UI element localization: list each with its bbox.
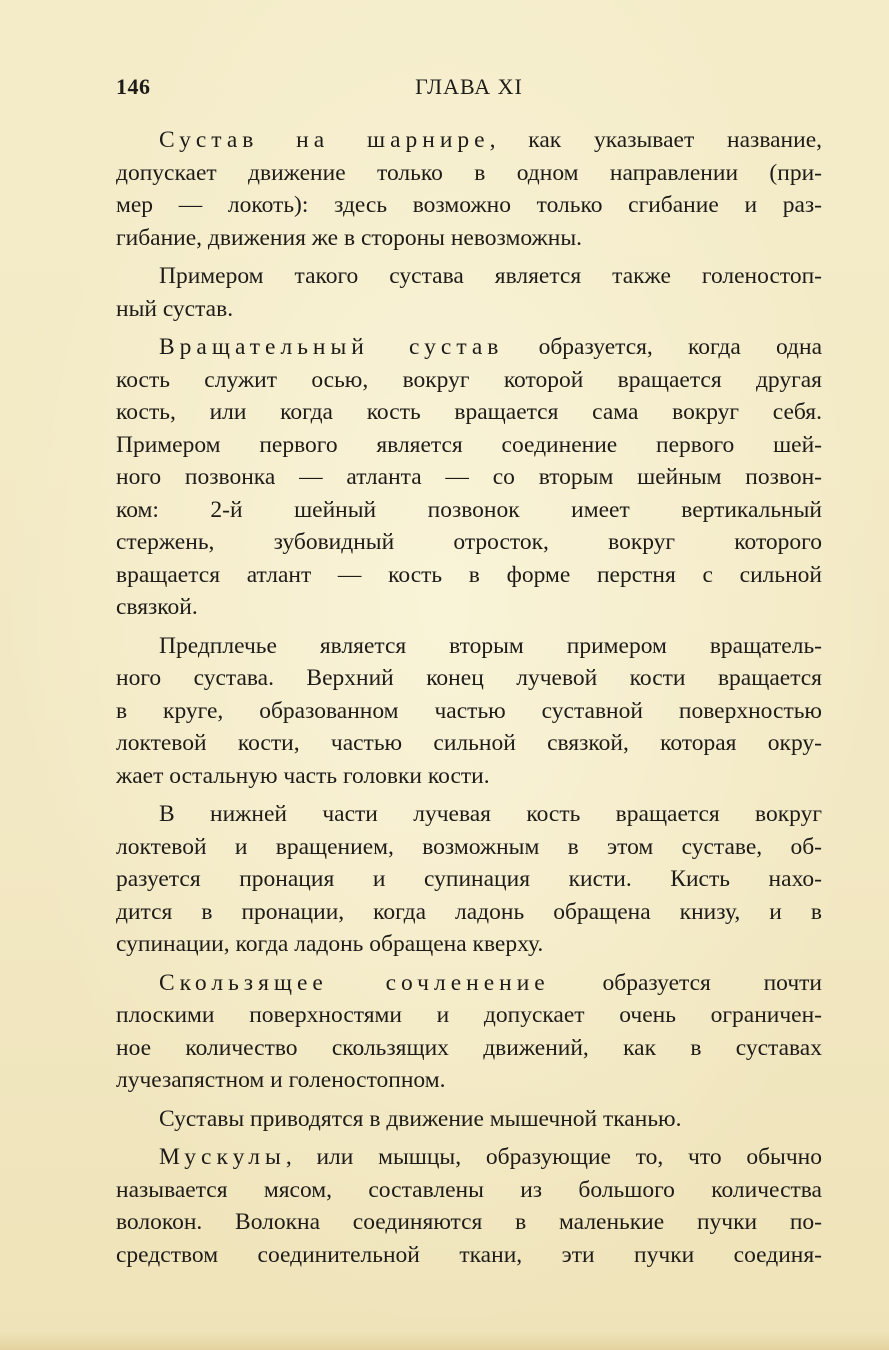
- text-line: Суставы приводятся в движение мышечной тканью.: [159, 1105, 682, 1132]
- text-line: ного сустава. Верхний конец лучевой кости вращается: [116, 665, 822, 691]
- text-line: локтевой и вращением, возможным в этом суставе, об-: [116, 833, 822, 860]
- paragraph: [116, 124, 822, 254]
- text-line: ное количество скользящих движений, как в суставах: [116, 1034, 822, 1061]
- paragraph: [116, 967, 822, 1097]
- text-line: называется мясом, составлены из большого количества: [116, 1176, 822, 1203]
- text-line: В нижней части лучевая кость вращается вокруг: [159, 801, 822, 827]
- paragraph: [116, 1141, 822, 1271]
- spaced-term: Сустав на шарнире: [159, 127, 490, 153]
- text-line: супинации, когда ладонь обращена кверху.: [116, 931, 544, 957]
- text-line: Сустав на шарнире, как указывает название,: [159, 127, 823, 153]
- text-line: Скользящее сочленение образуется почти: [159, 969, 822, 996]
- text-line: разуется пронация и супинация кисти. Кисть нахо-: [116, 866, 822, 892]
- text-line: Примером первого является соединение первого шей-: [116, 431, 822, 458]
- text-line: мер — локоть): здесь возможно только сгибание и раз-: [116, 192, 822, 218]
- paragraph: [116, 331, 822, 624]
- text-line: плоскими поверхностями и допускает очень ограничен-: [116, 1002, 822, 1028]
- text-line: стержень, зубовидный отросток, вокруг которого: [116, 529, 822, 555]
- text-line: Примером такого сустава является также голеностоп-: [159, 263, 822, 289]
- text-line: гибание, движения же в стороны невозможны.: [116, 224, 582, 251]
- paragraph: [116, 1103, 822, 1136]
- text-line: допускает движение только в одном направлении (при-: [116, 159, 822, 186]
- text-line: дится в пронации, когда ладонь обращена книзу, и в: [116, 898, 822, 925]
- page-number: 146: [116, 74, 151, 99]
- spaced-term: Скользящее сочленение: [159, 969, 550, 996]
- spaced-term: Мускулы: [159, 1144, 286, 1170]
- text-line: кость служит осью, вокруг которой вращается другая: [116, 366, 822, 393]
- paragraph: [116, 260, 822, 325]
- text-line: связкой.: [116, 594, 198, 620]
- text-line: Предплечье является вторым примером вращатель-: [159, 632, 822, 659]
- text-line: в круге, образованном частью суставной поверхностью: [116, 697, 822, 724]
- text-line: ком: 2-й шейный позвонок имеет вертикальный: [116, 496, 822, 523]
- text-line: лучезапястном и голеностопном.: [116, 1067, 446, 1093]
- text-line: ного позвонка — атланта — со вторым шейным позвон-: [116, 464, 822, 490]
- chapter-title: ГЛАВА XI: [415, 74, 523, 99]
- text-line: жает остальную часть головки кости.: [116, 762, 490, 789]
- body-text: [116, 124, 822, 1277]
- text-line: средством соединительной ткани, эти пучки соединя-: [116, 1241, 822, 1268]
- text-line: кость, или когда кость вращается сама вокруг себя.: [116, 399, 822, 425]
- text-line: локтевой кости, частью сильной связкой, которая окру-: [116, 730, 822, 756]
- paragraph: [116, 630, 822, 793]
- page-bottom-edge: [0, 1332, 889, 1350]
- text-line: ный сустав.: [116, 295, 234, 322]
- text-line: волокон. Волокна соединяются в маленькие пучки по-: [116, 1209, 822, 1235]
- paragraph: [116, 798, 822, 961]
- text-line: Мускулы, или мышцы, образующие то, что обычно: [159, 1144, 822, 1170]
- spaced-term: Вращательный сустав: [159, 334, 504, 360]
- text-line: вращается атлант — кость в форме перстня с сильной: [116, 561, 822, 588]
- page-header: [116, 68, 822, 108]
- text-line: Вращательный сустав образуется, когда одна: [159, 334, 822, 360]
